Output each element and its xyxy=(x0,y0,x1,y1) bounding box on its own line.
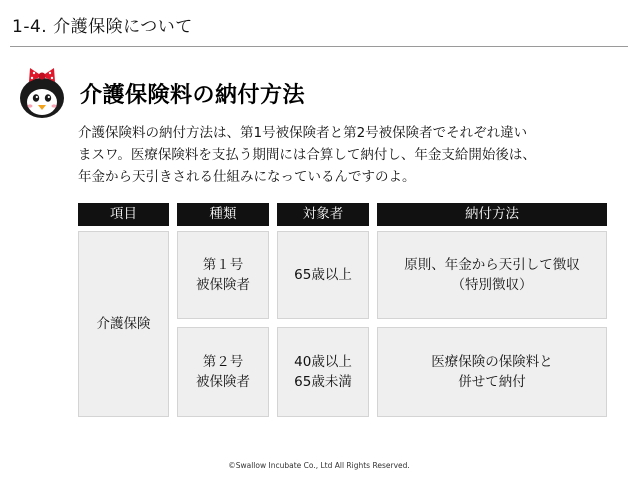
description-text xyxy=(78,122,618,188)
description-line: まスワ。医療保険料を支払う期間には合算して納付し、年金支給開始後は、 xyxy=(78,147,536,163)
target-line: 40歳以上 xyxy=(294,354,352,370)
item-label: 介護保険 xyxy=(96,316,151,332)
swallow-mascot-icon xyxy=(14,62,70,120)
type-cell-2 xyxy=(177,327,269,417)
header-method: 納付方法 xyxy=(377,203,607,226)
header-target: 対象者 xyxy=(277,203,369,226)
target-line: 65歳以上 xyxy=(294,267,352,283)
method-line: 原則、年金から天引して徴収 xyxy=(404,257,580,273)
target-line: 65歳未満 xyxy=(294,374,352,390)
type-line: 第２号 xyxy=(202,354,244,370)
method-line: （特別徴収） xyxy=(451,277,533,293)
method-line: 医療保険の保険料と xyxy=(431,354,553,370)
method-cell-2 xyxy=(377,327,607,417)
header-item: 項目 xyxy=(78,203,169,226)
type-cell-1 xyxy=(177,231,269,319)
header-type: 種類 xyxy=(177,203,269,226)
type-line: 被保険者 xyxy=(196,374,250,390)
copyright-footer: ©Swallow Incubate Co., Ltd All Rights Reserved. xyxy=(228,461,410,470)
type-line: 第１号 xyxy=(202,257,244,273)
section-title: 1-4. 介護保険について xyxy=(12,17,193,37)
description-line: 年金から天引きされる仕組みになっているんですのよ。 xyxy=(78,169,416,185)
target-cell-1 xyxy=(277,231,369,319)
title-divider xyxy=(10,46,628,47)
method-line: 併せて納付 xyxy=(458,374,526,390)
item-cell xyxy=(78,231,169,417)
page-heading: 介護保険料の納付方法 xyxy=(80,83,306,108)
description-line: 介護保険料の納付方法は、第1号被保険者と第2号被保険者でそれぞれ違い xyxy=(78,125,528,141)
type-line: 被保険者 xyxy=(196,277,250,293)
method-cell-1 xyxy=(377,231,607,319)
target-cell-2 xyxy=(277,327,369,417)
